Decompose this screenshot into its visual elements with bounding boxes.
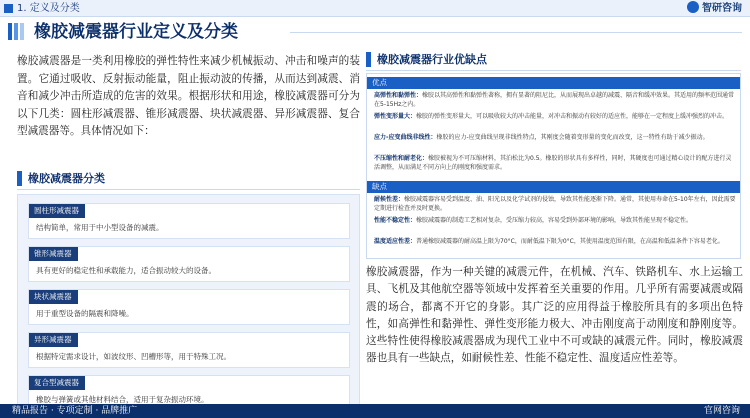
types-heading: [17, 168, 360, 190]
summary-paragraph: 橡胶减震器，作为一种关键的减震元件，在机械、汽车、铁路机车、水上运输工具、飞机及其他航空器等领域中发挥着至关重要的作用。几乎所有需要减震或隔震的场合，都离不开它的身影。其广泛的应用得益于橡胶所具有的多项出色特性，如高弹性和黏弹性、弹性变形能力极大、冲击刚度高于动刚度和静刚度等。这些特性使得橡胶减震器成为现代工业中不可或缺的减震元件。同时，橡胶减震器也具有一些缺点，如耐候性差、性能不稳定性、温度适应性差等。: [366, 266, 743, 365]
types-panel: [17, 194, 360, 417]
con-item: 温度适应性差：普通橡胶减震器的耐高温上限为70°C，而耐低温下限为0°C，其使用温度范围有限，在高温和低温条件下容易老化。: [374, 238, 724, 245]
footer-services: 精品报告 · 专项定制 · 品牌推广: [12, 406, 138, 416]
type-desc: 用于重型设备的隔震和降噪。: [36, 309, 134, 318]
pros-header: 优点: [367, 77, 740, 89]
footer-bar: [0, 404, 750, 418]
type-label: 异形减震器: [29, 333, 78, 347]
con-item: 耐候性差：橡胶减震器容易受到温度、油、阳光以及化学试剂的侵蚀，导致其性能逐渐下降。通常，其使用寿命在5-10年左右，因此需要定期进行检查并及时更换。: [374, 196, 736, 212]
cons-header: 缺点: [367, 181, 740, 193]
type-card: [28, 203, 350, 239]
types-heading-text: 橡胶减震器分类: [28, 172, 105, 185]
advantages-heading: [366, 49, 741, 71]
type-label: 锥形减震器: [29, 247, 78, 261]
section-marker-icon: [4, 4, 13, 13]
type-desc: 橡胶与弹簧或其他材料结合，适用于复杂振动环境。: [36, 395, 209, 404]
top-bar: [0, 0, 750, 17]
heading-bar-icon: [17, 171, 22, 186]
type-desc: 结构简单，常用于中小型设备的减震。: [36, 223, 164, 232]
type-desc: 具有更好的稳定性和承载能力，适合振动较大的设备。: [36, 266, 216, 275]
type-label: 复合型减震器: [29, 376, 85, 390]
title-divider: [290, 32, 742, 33]
type-card: [28, 289, 350, 325]
title-bar: [0, 20, 750, 44]
pro-item: 高弹性和黏弹性：橡胶以其高弹性和黏弹性著称，拥有显著的阻尼比，从而展现出卓越的减震、隔音和缓冲效果。其适用的频率范围通常在5-15Hz之内。: [374, 92, 735, 108]
page-title: 橡胶减震器行业定义及分类: [34, 22, 238, 42]
type-card: [28, 246, 350, 282]
heading-bar-icon: [366, 52, 371, 67]
pro-item: 弹性变形量大：橡胶的弹性变形量大，可以吸收较大的冲击能量，对冲击和振动有较好的适应性，能够在一定程度上缓冲强烈的冲击。: [374, 113, 729, 120]
title-bars-icon: [8, 23, 26, 44]
pros-cons-panel: [366, 73, 741, 259]
type-card: [28, 332, 350, 368]
pro-item: 不压缩性和耐老化：橡胶被视为不可压缩材料，其泊松比为0.5。橡胶的形状具有多样性，同时，其硬度也可通过精心设计的配方进行灵活调整，从而满足不同方向上的刚度和强度需求。: [374, 155, 732, 171]
pro-item: 应力-应变曲线非线性：橡胶的应力-应变曲线呈现非线性特点，其刚度会随着变形量的变化而改变，这一特性有助于减少振动。: [374, 134, 709, 141]
intro-text: 橡胶减震器是一类利用橡胶的弹性特性来减少机械振动、冲击和噪声的装置。它通过吸收、反射振动能量，阻止振动波的传播，从而达到减震、消音和减少冲击所造成的危害的效果。根据形状和用途，橡胶减震器可分为以下几类：圆柱形减震器、锥形减震器、块状减震器、异形减震器、复合型减震器等。具体情况如下：: [17, 55, 360, 137]
con-item: 性能不稳定性：橡胶减震器的制造工艺相对复杂，受压缩力较高，容易受到外部环境的影响，导致其性能呈现不稳定性。: [374, 217, 693, 224]
section-label: 1. 定义及分类: [17, 3, 80, 14]
brand-name: 智研咨询: [702, 3, 742, 14]
brand-logo: [687, 1, 742, 16]
advantages-heading-text: 橡胶减震器行业优缺点: [377, 53, 487, 66]
type-label: 圆柱形减震器: [29, 204, 85, 218]
type-label: 块状减震器: [29, 290, 78, 304]
type-desc: 根据特定需求设计，如波纹形、凹槽形等，用于特殊工况。: [36, 352, 231, 361]
logo-mark-icon: [687, 1, 699, 13]
footer-contact: 官网咨询: [703, 406, 740, 416]
